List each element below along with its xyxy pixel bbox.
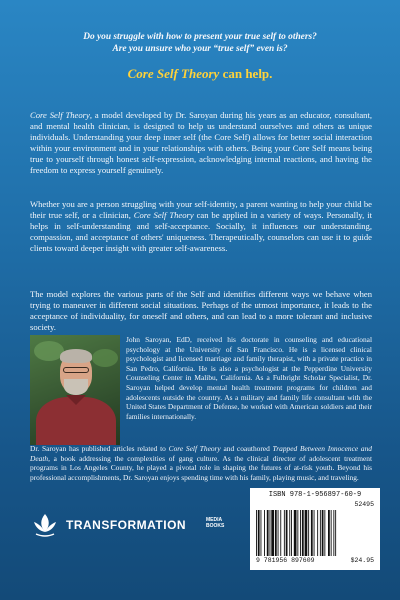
bio2-text: , a book addressing the complexities of gang culture. As the clinical director of adolescent treatment programs in Los Angeles County, he played a pivotal role in shaping the futures of at-risk youth. Beyond his professional accomplishments, Dr. Saroyan enjoys spending time with his family, playing music, and traveling.: [30, 453, 372, 482]
description-paragraph-2: [30, 199, 372, 254]
bio2-start: Dr. Saroyan has published articles related to: [30, 444, 169, 453]
description-paragraph-1: [30, 110, 372, 177]
lotus-logo-icon: [30, 510, 60, 540]
publisher-logo: [30, 508, 230, 548]
publisher-sub-2: BOOKS: [206, 523, 225, 529]
headline: [20, 66, 380, 82]
isbn-text: ISBN 978-1-956897-60-9: [268, 491, 362, 499]
author-bio-1: John Saroyan, EdD, received his doctorate in counseling and educational psychology at the University of San Francisco. He is a licensed clinical psychologist and licensed marriage and family therapist, with a private practice in San Pedro, California. He is also a psychologist at the Pepperdine University Counseling Center in Malibu, California. As a Fulbright Scholar Specialist, Dr. Saroyan helped develop mental health treatment programs for children and adolescents outside the country. As a military and family life consultant with the United States Department of Defense, he worked with American soldiers and their families internationally.: [126, 335, 372, 421]
publisher-sub-1: MEDIA: [206, 517, 223, 523]
p2-start: Whether you are a person struggling with your self-identity, a parent wanting to help your child be their true self, or a clinician,: [30, 199, 372, 221]
barcode-bars: [256, 510, 374, 556]
barcode-price: $24.95: [350, 557, 374, 564]
p2-text: can be applied in a variety of ways. Personally, it helps in self-understanding and self-acceptance. Socially, it influences our understanding, compassion, and acceptance of others' uniqueness. Therapeutically, counselors can use it to guide clients toward deeper insight with greater self-awareness.: [30, 210, 372, 254]
author-bio-2: [30, 444, 372, 482]
headline-rest: can help.: [219, 66, 273, 81]
barcode-number: 9 781956 897609: [256, 557, 315, 564]
author-photo: [30, 335, 120, 445]
publisher-name: TRANSFORMATION: [66, 518, 187, 532]
price-code: 52495: [354, 501, 374, 508]
bio2-title-1: Core Self Theory: [168, 444, 221, 453]
p2-title: Core Self Theory: [133, 210, 194, 221]
publisher-sub: [206, 517, 224, 529]
headline-title: Core Self Theory: [127, 66, 220, 81]
question-2: Are you unsure who your “true self” even is?: [112, 44, 288, 54]
description-paragraph-3: The model explores the various parts of the Self and identifies different ways we behave when trying to maneuver in different social situations. Perhaps of the utmost importance, it leads to the acceptance of individuality, for oneself and others, and can lead to a more tolerant and inclusive society.: [30, 289, 372, 333]
question-1: Do you struggle with how to present your true self to others?: [83, 32, 317, 42]
bio2-title-2: Trapped Between Innocence and Death: [30, 444, 372, 463]
bio2-mid: and coauthored: [220, 444, 273, 453]
barcode: [250, 488, 380, 570]
p1-text: , a model developed by Dr. Saroyan during his years as an educator, consultant, and mental health clinician, is designed to help us understand ourselves and others as unique individuals. Understanding your deep inner self (the Core Self) allows for better social interaction within your environment and in your relationships with others. Being your Core Self means being true to yourself through honest self-expression, acknowledging internal reactions, and having the freedom to express yourself genuinely.: [30, 110, 372, 176]
p1-title: Core Self Theory: [30, 110, 90, 120]
